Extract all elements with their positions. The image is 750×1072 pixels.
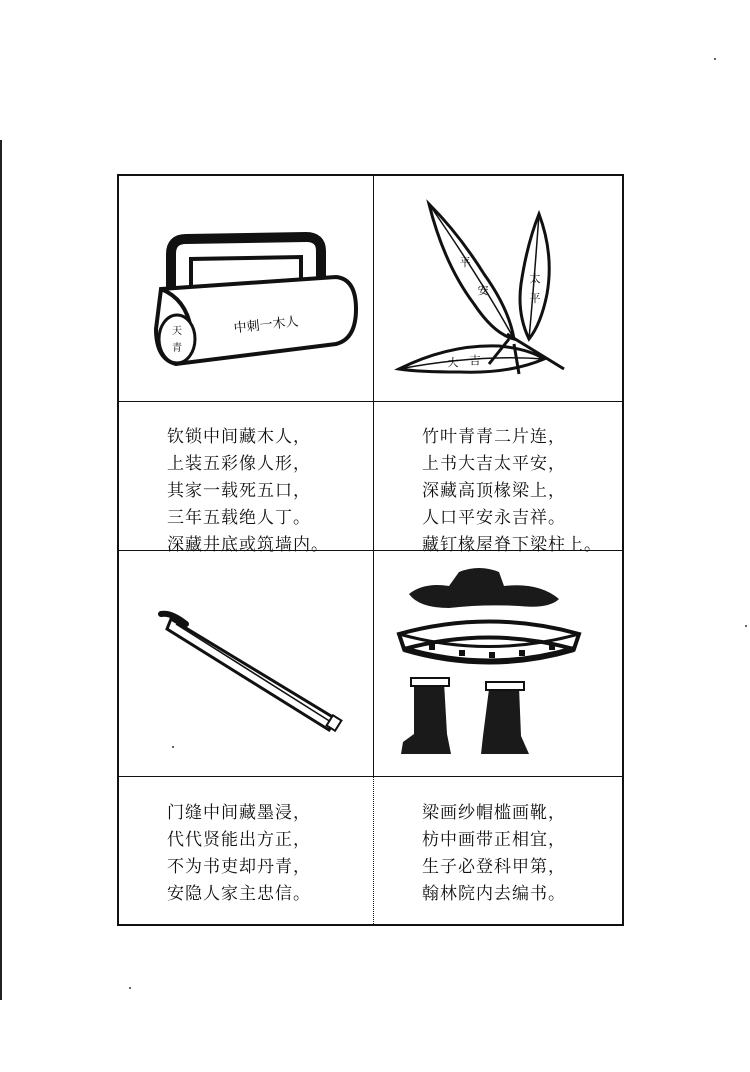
poem-line: 安隐人家主忠信。 (167, 884, 311, 904)
ink-stick-brush-illustration (131, 574, 361, 754)
page-edge-line (0, 140, 2, 1000)
lock-illustration (131, 199, 361, 379)
poem-line: 不为书吏却丹青， (167, 857, 311, 877)
leaf-label-2a: 太 (529, 271, 541, 285)
leaf-label-3a: 大 (447, 355, 459, 369)
poem-line: 深藏井底或筑墙内。 (167, 535, 329, 555)
bamboo-picture-cell (374, 176, 624, 401)
lock-side-label-2: 青 (172, 342, 182, 354)
poem-line: 钦锁中间藏木人， (167, 427, 311, 447)
poem-line: 其家一载死五口， (167, 481, 311, 501)
scan-speck (129, 987, 131, 989)
brush-poem (119, 778, 373, 926)
poem-line: 上装五彩像人形， (167, 454, 311, 474)
poem-line: 上书大吉太平安， (422, 454, 566, 474)
leaf-label-1a: 平 (459, 255, 471, 269)
row-divider (119, 776, 622, 777)
charm-table (117, 174, 624, 926)
scan-speck (745, 625, 747, 627)
poem-line: 藏钉椽屋脊下梁柱上。 (422, 535, 602, 555)
poem-line: 深藏高顶椽梁上， (422, 481, 566, 501)
leaf-label-1b: 安 (477, 283, 489, 297)
lock-picture-cell (119, 176, 373, 401)
bamboo-leaves-illustration (389, 194, 609, 384)
official-attire-picture-cell (374, 552, 624, 776)
poem-line: 生子必登科甲第， (422, 857, 566, 877)
poem-line: 门缝中间藏墨浸， (167, 803, 311, 823)
poem-line: 人口平安永吉祥。 (422, 508, 566, 528)
leaf-label-3b: 吉 (469, 353, 481, 367)
lock-poem (119, 402, 373, 555)
poem-line: 代代贤能出方正， (167, 830, 311, 850)
poem-line: 竹叶青青二片连， (422, 427, 566, 447)
poem-line: 梁画纱帽槛画靴， (422, 803, 566, 823)
bamboo-poem (374, 402, 624, 555)
poem-line: 枋中画带正相宜， (422, 830, 566, 850)
brush-picture-cell (119, 552, 373, 776)
poem-line: 三年五载绝人丁。 (167, 508, 311, 528)
attire-poem (374, 778, 624, 926)
lock-main-label: 中刺一木人 (233, 314, 300, 336)
poem-line: 翰林院内去编书。 (422, 884, 566, 904)
leaf-label-2b: 平 (529, 291, 541, 305)
hat-belt-boots-illustration (389, 564, 609, 764)
lock-side-label-1: 天 (172, 325, 182, 337)
scan-speck (714, 58, 716, 60)
